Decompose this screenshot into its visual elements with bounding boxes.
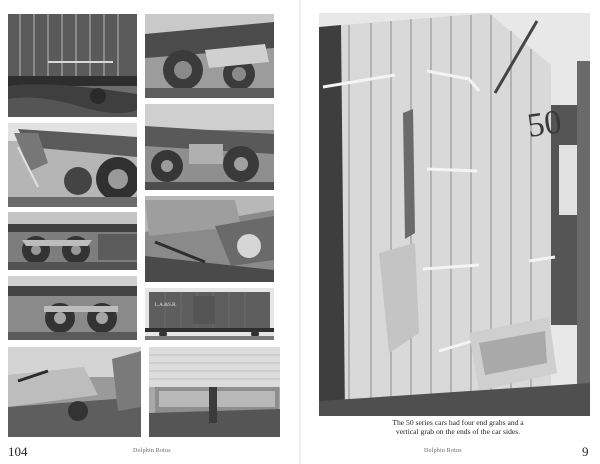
left-running-head: Dolphin Rotus bbox=[133, 448, 171, 454]
left-page-number: 104 bbox=[8, 444, 28, 459]
photo-truck-side bbox=[8, 276, 137, 340]
photo-truck-wheels-2 bbox=[8, 123, 137, 207]
photo-truck-wheels-1 bbox=[145, 14, 274, 98]
photo-archbar-truck bbox=[8, 212, 137, 270]
photo-brake-rigging bbox=[145, 196, 274, 282]
photo-car-end-underframe bbox=[8, 14, 137, 117]
photo-box-car-side bbox=[145, 288, 274, 340]
photo-truck-wheels-3 bbox=[145, 104, 274, 190]
right-running-head: Dolphin Rotus bbox=[424, 448, 462, 454]
photo-caption: The 50 series cars had four end grabs and a vertical grab on the ends of the car sides. bbox=[392, 418, 524, 437]
right-page-number: 9 bbox=[582, 444, 589, 459]
photo-car-interior-truck bbox=[8, 347, 141, 437]
photo-box-car-end bbox=[319, 13, 590, 416]
box-car-number-text: 50 bbox=[524, 103, 564, 145]
svg-text:L.A.&S.R.: L.A.&S.R. bbox=[155, 303, 177, 308]
photo-car-underside bbox=[149, 347, 280, 437]
